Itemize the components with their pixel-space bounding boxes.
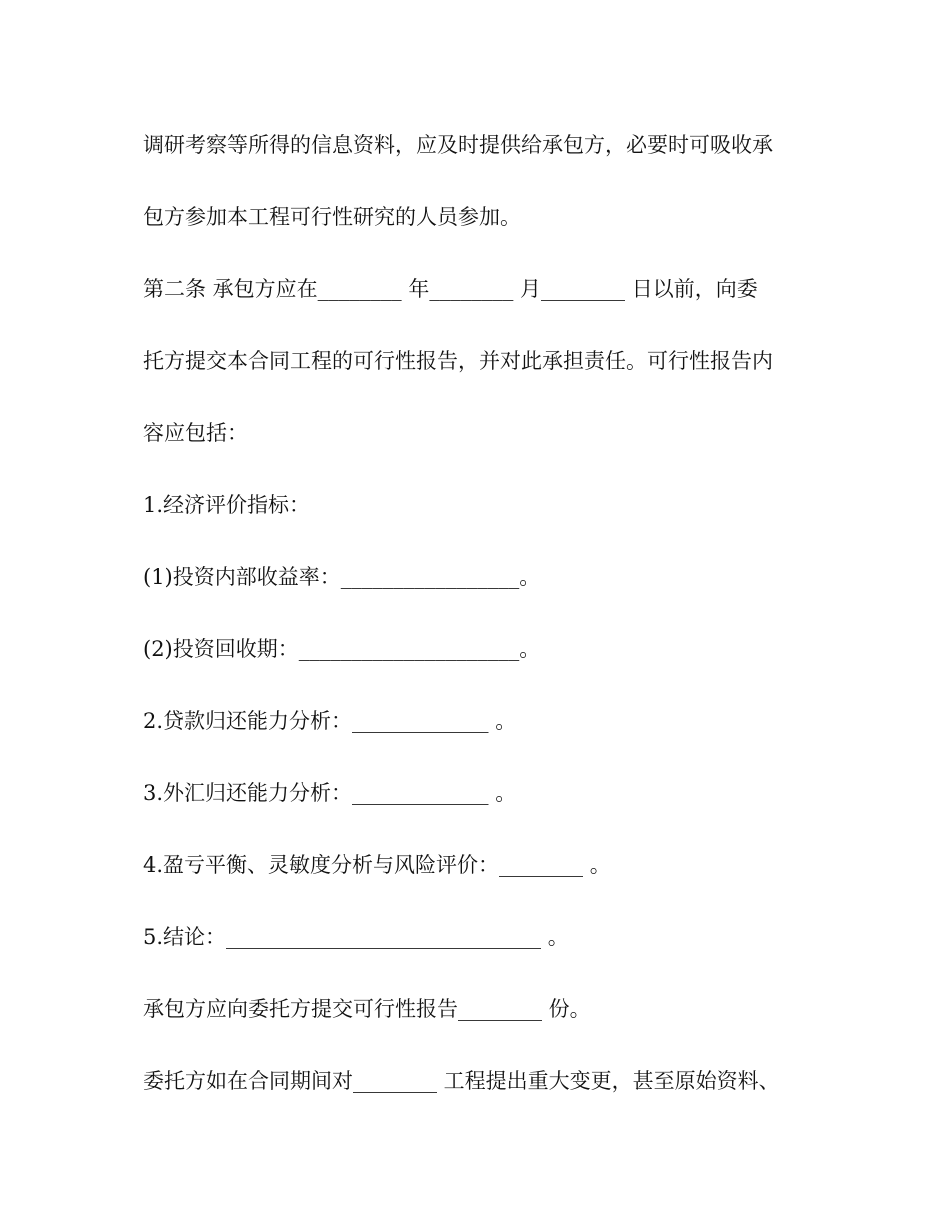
paragraph-line: 承包方应向委托方提交可行性报告________ 份。 (143, 997, 591, 1021)
paragraph-line: 调研考察等所得的信息资料，应及时提供给承包方，必要时可吸收承 (143, 133, 773, 157)
paragraph-line: 包方参加本工程可行性研究的人员参加。 (143, 205, 521, 229)
list-item: (1)投资内部收益率：_________________。 (143, 565, 541, 589)
paragraph-line: 容应包括： (143, 421, 248, 445)
paragraph-line: 托方提交本合同工程的可行性报告，并对此承担责任。可行性报告内 (143, 349, 773, 373)
list-item: 3.外汇归还能力分析：_____________ 。 (143, 781, 517, 805)
paragraph-line: 委托方如在合同期间对________ 工程提出重大变更，甚至原始资料、 (143, 1069, 780, 1093)
list-item: 2.贷款归还能力分析：_____________ 。 (143, 709, 517, 733)
list-item: (2)投资回收期：_____________________。 (143, 637, 541, 661)
list-item-heading: 1.经济评价指标： (143, 493, 311, 517)
list-item: 5.结论：______________________________ 。 (143, 925, 569, 949)
clause-2-line: 第二条 承包方应在________ 年________ 月________ 日以前，向委 (143, 277, 758, 301)
list-item: 4.盈亏平衡、灵敏度分析与风险评价：________ 。 (143, 853, 611, 877)
